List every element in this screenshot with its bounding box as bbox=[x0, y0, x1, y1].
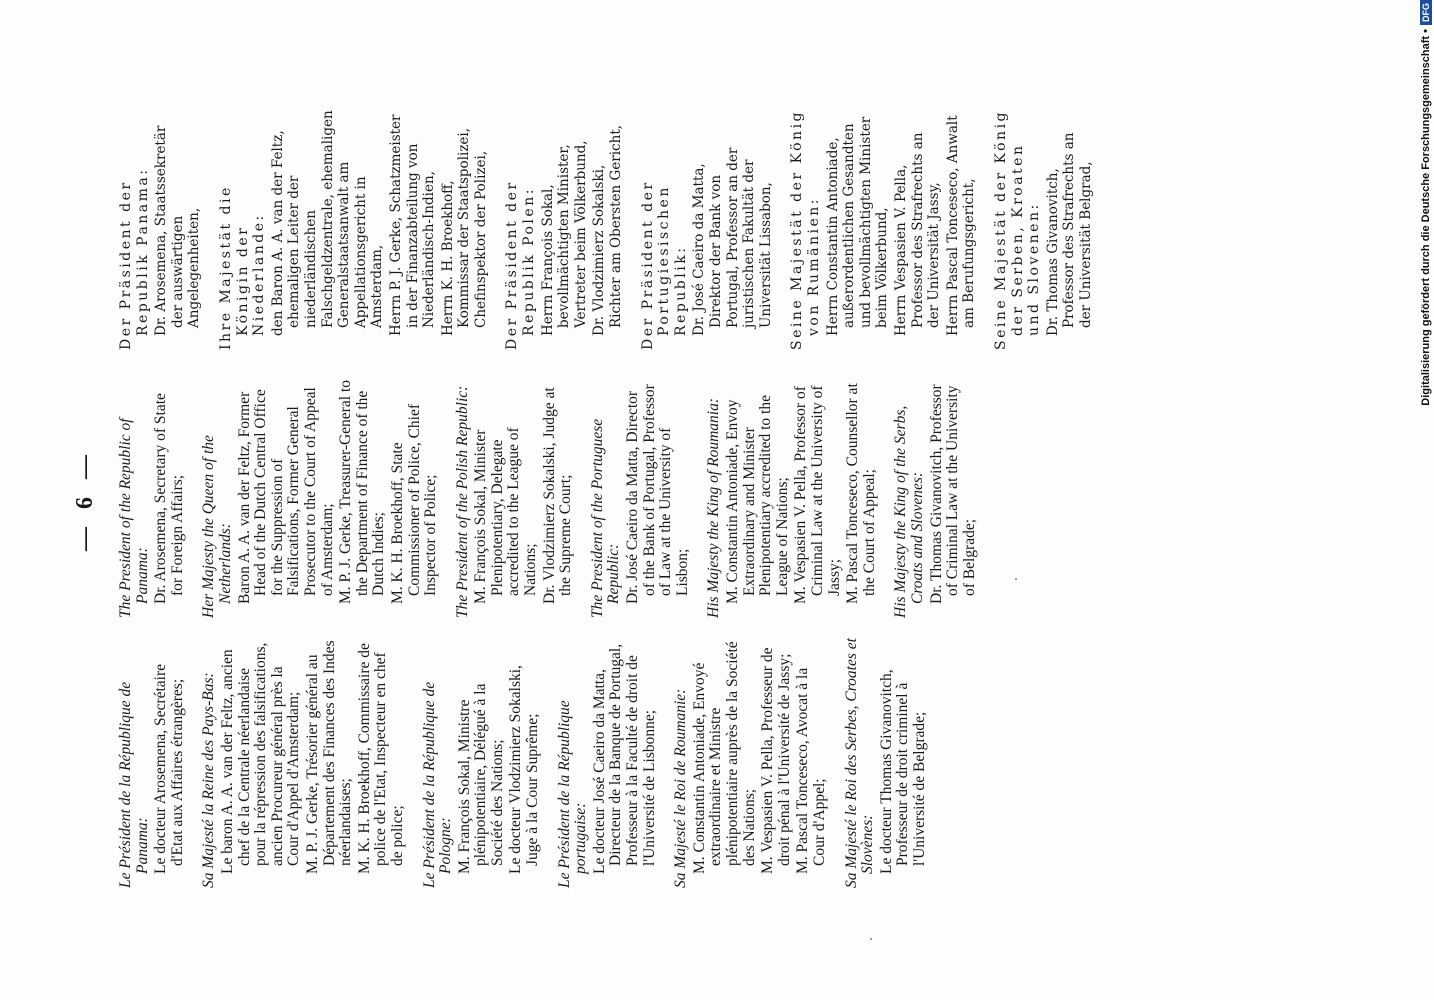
fr-plenipotentiary: Le docteur Thomas Givanovitch, Professeur de droit criminel à l'Université de Belgrade; bbox=[877, 669, 928, 874]
fr-signatory-block bbox=[201, 638, 406, 888]
de-plenipotentiary: Herrn Pascal Tonceseco, Anwalt am Berufungsgericht, bbox=[944, 115, 978, 336]
fr-plenipotentiary: Le docteur Vlodzimierz Sokalski, Juge à la Cour Suprême; bbox=[507, 665, 542, 874]
fr-plenipotentiary: Le docteur José Caeiro da Matta, Directeur de la Banque de Portugal, Professeur à la Faculté de droit de l'Université de Lisbonne; bbox=[590, 643, 658, 874]
de-signatory-block bbox=[789, 110, 978, 350]
fr-plenipotentiary: Le docteur Arosemena, Secrétaire d'Etat aux Affaires étrangères; bbox=[152, 663, 186, 874]
fr-plenipotentiary: M. François Sokal, Ministre plénipotentiaire, Délégué à la Société des Nations; bbox=[455, 683, 506, 874]
de-plenipotentiary: Herrn Constantin Antoniade, außerordentlichen Gesandten und bevollmächtigten Minister beim Völkerbund, bbox=[824, 116, 891, 336]
de-plenipotentiary: Herrn François Sokal, bevollmächtigten Minister, Vertreter beim Völkerbund, bbox=[539, 140, 589, 336]
fr-plenipotentiary: Le baron A. A. van der Feltz, ancien chef de la Centrale néerlandaise pour la répression des falsifications, ancien Procureur général près la Cour d'Appel d'Amsterdam; bbox=[218, 642, 303, 874]
page-number: — 6 — bbox=[72, 449, 98, 551]
fr-sovereign-heading: Le Président de la République portugaise: bbox=[555, 700, 590, 888]
fr-signatory-block bbox=[557, 638, 659, 888]
digitization-credit bbox=[1420, 0, 1434, 1000]
fr-plenipotentiary: M. Constantin Antoniade, Envoyé extraordinaire et Ministre plénipotentiaire auprès de la Société des Nations; bbox=[690, 641, 758, 874]
de-plenipotentiary: Dr. Arosemena, Staatssekretär der auswärtigen Angelegenheiten, bbox=[153, 125, 203, 336]
en-plenipotentiary: M. Pascal Tonceseco, Counsellor at the Court of Appeal; bbox=[844, 383, 878, 604]
fr-sovereign-heading: Sa Majesté la Reine des Pays-Bas: bbox=[200, 672, 218, 888]
de-signatory-block bbox=[993, 110, 1095, 350]
german-column bbox=[118, 110, 1109, 350]
fr-signatory-block bbox=[673, 638, 828, 888]
fr-sovereign-heading: Le Président de la République de Pologne: bbox=[420, 681, 455, 888]
scan-speck bbox=[1015, 578, 1017, 580]
de-sovereign-heading: Seine Majestät der König der Serben, Kroaten und Slovenen: bbox=[992, 109, 1043, 350]
fr-plenipotentiary: M. K. H. Broekhoff, Commissaire de police de l'Etat, Inspecteur en chef de police; bbox=[355, 643, 406, 874]
fr-sovereign-heading: Sa Majesté le Roi de Roumanie: bbox=[672, 688, 690, 888]
en-plenipotentiary: Dr. Arosemena, Secretary of State for Foreign Affairs; bbox=[152, 393, 186, 604]
de-signatory-block bbox=[118, 110, 203, 350]
en-signatory-block bbox=[455, 378, 575, 618]
fr-plenipotentiary: M. Pascal Tonceseco, Avocat à la Cour d'Appel; bbox=[794, 667, 828, 874]
dfg-logo: DFG bbox=[1420, 0, 1432, 25]
en-sovereign-heading: His Majesty the King of the Serbs, Croats and Slovenes: bbox=[892, 405, 926, 618]
de-plenipotentiary: Herrn K. H. Broekhoff, Kommissar der Staatspolizei, Chefinspektor der Polizei, bbox=[439, 127, 489, 336]
en-sovereign-heading: Her Majesty the Queen of the Netherlands: bbox=[200, 435, 234, 618]
fr-sovereign-heading: Sa Majesté le Roi des Serbes, Croates et Slovènes: bbox=[842, 638, 877, 888]
en-signatory-block bbox=[706, 378, 878, 618]
en-sovereign-heading: His Majesty the King of Roumania: bbox=[705, 398, 723, 618]
de-plenipotentiary: Herrn P. J. Gerke, Schatzmeister in der Finanzabteilung von Niederländisch-Indien, bbox=[387, 114, 438, 336]
de-plenipotentiary: Dr. José Caeiro da Matta, Direktor der Bank von Portugal, Professor an der juristischen Fakultät der Universität Lissabon, bbox=[691, 147, 774, 336]
fr-signatory-block bbox=[844, 638, 929, 888]
de-sovereign-heading: Der Präsident der Portugiesischen Republik: bbox=[639, 180, 689, 350]
en-plenipotentiary: Dr. Thomas Givanovitch, Professor of Criminal Law at the University of Belgrade; bbox=[927, 384, 978, 604]
en-plenipotentiary: Baron A. A. van der Feltz, Former Head of the Dutch Central Office for the Suppression of Falsifications, Former General Prosecutor to the Court of Appeal of Amsterdam; bbox=[235, 387, 336, 604]
en-sovereign-heading: The President of the Republic of Panama: bbox=[117, 418, 151, 618]
de-signatory-block bbox=[640, 110, 775, 350]
de-sovereign-heading: Der Präsident der Republik Panama: bbox=[118, 167, 151, 350]
de-plenipotentiary: Herrn Vespasien V. Pella, Professor des Strafrechts an der Universität Jassy, bbox=[892, 132, 943, 336]
en-plenipotentiary: Dr. José Caeiro da Matta, Director of the Bank of Portugal, Professor of Law at the University of Lisbon; bbox=[624, 384, 691, 604]
fr-signatory-block bbox=[118, 638, 186, 888]
en-plenipotentiary: M. François Sokal, Minister Plenipotentiary, Delegate accredited to the League of Nations; bbox=[472, 427, 540, 604]
scan-speck bbox=[870, 938, 872, 940]
en-signatory-block bbox=[118, 378, 186, 618]
fr-signatory-block bbox=[422, 638, 542, 888]
credit-text: Digitalisierung gefördert durch die Deutsche Forschungsgemeinschaft • bbox=[1420, 29, 1432, 406]
en-plenipotentiary: M. P. J. Gerke, Treasurer-General to the Department of Finance of the Dutch Indies; bbox=[337, 380, 388, 604]
en-sovereign-heading: The President of the Portuguese Republic: bbox=[588, 418, 623, 618]
de-sovereign-heading: Der Präsident der Republik Polen: bbox=[504, 180, 538, 350]
de-signatory-block bbox=[218, 110, 490, 350]
en-signatory-block bbox=[590, 378, 692, 618]
english-column bbox=[118, 378, 993, 618]
en-signatory-block bbox=[201, 378, 439, 618]
fr-plenipotentiary: M. P. J. Gerke, Trésorier général au Département des Finances des Indes néerlandaises; bbox=[303, 640, 355, 874]
en-signatory-block bbox=[893, 378, 978, 618]
de-sovereign-heading: Ihre Majestät die Königin der Niederlande: bbox=[217, 185, 268, 350]
de-plenipotentiary: Dr. Vlodzimierz Sokalski, Richter am Obersten Gericht, bbox=[591, 124, 625, 336]
de-sovereign-heading: Seine Majestät der König von Rumänien: bbox=[789, 109, 822, 350]
french-column bbox=[118, 638, 944, 888]
de-plenipotentiary: Dr. Thomas Givanovitch, Professor des Strafrechts an der Universität Belgrad, bbox=[1044, 132, 1094, 336]
fr-sovereign-heading: Le Président de la République de Panama: bbox=[117, 681, 151, 888]
en-plenipotentiary: M. K. H. Broekhoff, State Commissioner of Police, Chief Inspector of Police; bbox=[388, 403, 440, 604]
fr-plenipotentiary: M. Vespasien V. Pella, Professeur de droit pénal à l'Université de Jassy; bbox=[759, 647, 793, 874]
en-plenipotentiary: M. Vespasien V. Pella, Professor of Criminal Law at the University of Jassy; bbox=[792, 385, 843, 604]
de-signatory-block bbox=[504, 110, 624, 350]
de-plenipotentiary: den Baron A. A. van der Feltz, ehemaligen Leiter der niederländischen Falschgeldzentrale, ehemaligen Generalstaatsanwalt am Appellationsgericht in Amsterdam, bbox=[269, 110, 386, 336]
en-plenipotentiary: M. Constantin Antoniade, Envoy Extraordinary and Minister Plenipotentiary accredited to the League of Nations; bbox=[724, 395, 791, 604]
en-sovereign-heading: The President of the Polish Republic: bbox=[453, 385, 471, 618]
en-plenipotentiary: Dr. Vlodzimierz Sokalski, Judge at the Supreme Court; bbox=[540, 387, 575, 604]
